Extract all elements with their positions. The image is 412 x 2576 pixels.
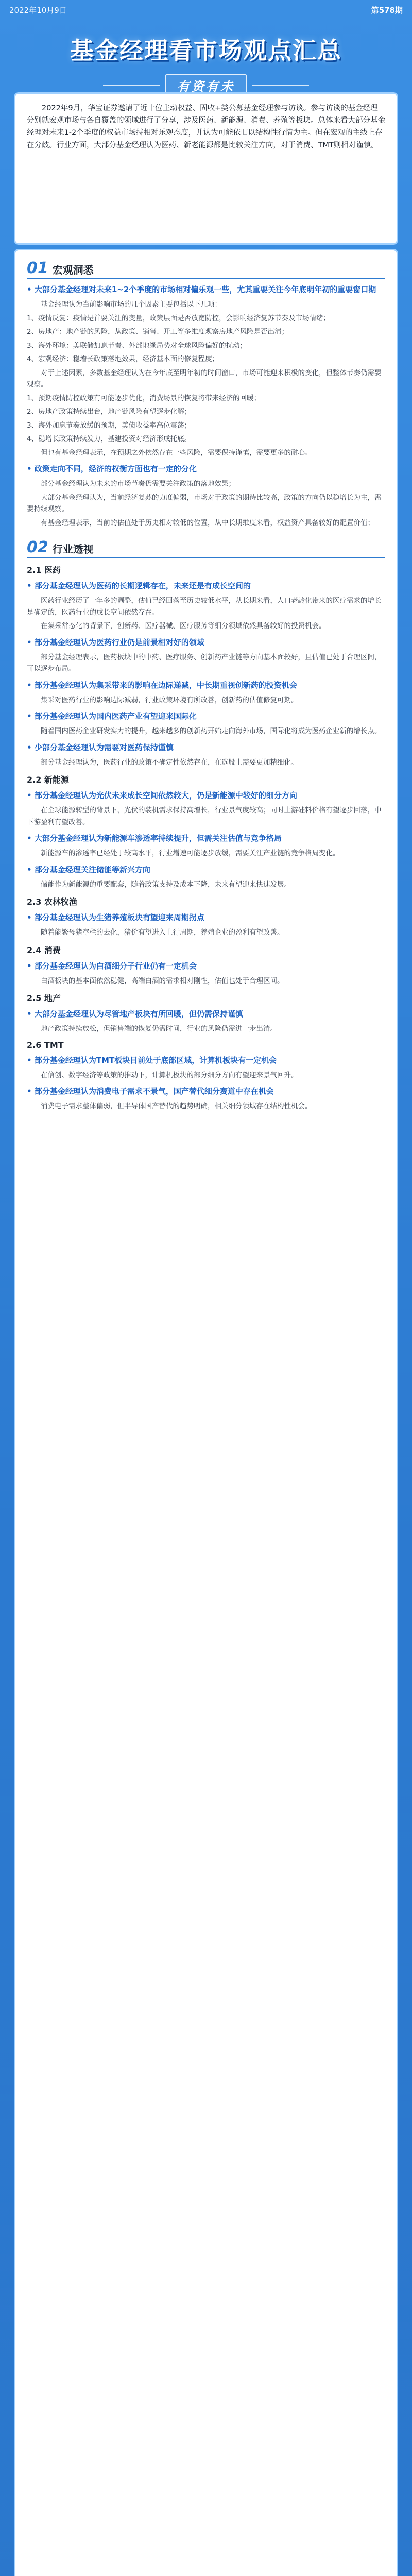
paragraph: 2、房地产政策持续出台，地产链风险有望逐步化解； — [27, 408, 192, 416]
subsection-title: 2.1 医药 — [27, 565, 61, 575]
section-title: 行业透视 — [52, 543, 94, 555]
paragraph: 基金经理认为当前影响市场的几个因素主要包括以下几项： — [41, 300, 221, 309]
section-number: 02 — [27, 538, 48, 556]
subsection-title: 2.6 TMT — [27, 1040, 64, 1050]
paragraph: 部分基金经理认为未来的市场节奏仍需要关注政策的落地效果； — [41, 480, 235, 488]
paragraph: 2、房地产：地产链的风险，从政策、销售、开工等多维度观察房地产风险是否出清； — [27, 328, 289, 336]
paragraph: 地产政策持续放松，但销售端的恢复仍需时间，行业的风险仍需进一步出清。 — [41, 1025, 277, 1033]
paragraph: 消费电子需求整体偏弱，但半导体国产替代的趋势明确，相关细分领域存在结构性机会。 — [41, 1102, 312, 1110]
key-point: • 部分基金经理认为国内医药产业有望迎来国际化 — [27, 710, 385, 722]
key-point: • 大部分基金经理对未来1~2个季度的市场相对偏乐观一些，尤其重要关注今年底明年初的重要窗口期 — [27, 283, 385, 296]
paragraph: 在全球能源转型的背景下，光伏的装机需求保持高增长，行业景气度较高；同时上游硅料价格有望逐步回落，中下游盈利有望改善。 — [27, 806, 382, 826]
subsection-title: 2.2 新能源 — [27, 775, 69, 785]
paragraph: 大部分基金经理认为，当前经济复苏的力度偏弱，市场对于政策的期待比较高，政策的方向仍以稳增长为主，需要持续观察。 — [27, 493, 382, 513]
paragraph: 但也有基金经理表示，在预期之外依然存在一些风险，需要保持谨慎，需要更多的耐心。 — [41, 448, 312, 457]
hero-banner — [0, 20, 412, 92]
subsection-title: 2.3 农林牧渔 — [27, 897, 77, 907]
top-bar — [0, 0, 412, 20]
key-point: • 部分基金经理认为集采带来的影响在边际递减，中长期重视创新药的投资机会 — [27, 679, 385, 691]
section-number: 01 — [27, 259, 48, 277]
paragraph: 3、海外加息节奏放缓的预期，美债收益率高位震荡； — [27, 421, 192, 430]
paragraph: 白酒板块的基本面依然稳健，高端白酒的需求相对刚性，估值也处于合理区间。 — [41, 976, 284, 985]
intro-text: 2022年9月，华宝证券邀请了近十位主动权益、固收+类公募基金经理参与访谈。参与访谈的基金经理分别就宏观市场与各自覆盖的领域进行了分享，涉及医药、新能源、消费、养殖等板块。总体来看大部分基金经理对未来1-2个季度的权益市场持相对乐观态度，并认为可能依旧以结构性行情为主。但在宏观的主线上存在分歧。行业方面，大部分基金经理认为医药、新老能源都是比较关注方向，对于消费、TMT则相对谨慎。 — [27, 104, 385, 149]
paragraph: 对于上述因素，多数基金经理认为在今年底至明年初的时间窗口，市场可能迎来积极的变化，但整体节奏仍需要观察。 — [27, 368, 382, 388]
subsection-title: 2.5 地产 — [27, 993, 61, 1003]
key-point: • 政策走向不同，经济的权衡方面也有一定的分化 — [27, 463, 385, 475]
section-header-macro — [27, 261, 385, 279]
key-point: • 部分基金经理认为消费电子需求不景气，国产替代细分赛道中存在机会 — [27, 1085, 385, 1097]
intro-card — [15, 94, 397, 243]
paragraph: 新能源车的渗透率已经处于较高水平，行业增速可能逐步放缓，需要关注产业链的竞争格局变化。 — [41, 849, 340, 857]
paragraph: 在集采常态化的背景下，创新药、医疗器械、医疗服务等细分领域依然具备较好的投资机会。 — [41, 622, 326, 630]
key-point: • 部分基金经理认为生猪养殖板块有望迎来周期拐点 — [27, 911, 385, 924]
subtitle-row — [0, 74, 412, 96]
key-point: • 部分基金经理认为医药行业仍是前景相对好的领域 — [27, 636, 385, 649]
paragraph: 1、疫情反复：疫情是首要关注的变量，政策层面是否放宽防控，会影响经济复苏节奏及市场情绪； — [27, 314, 331, 323]
content-card — [15, 250, 397, 2576]
section-title: 宏观洞悉 — [52, 264, 94, 276]
key-point: • 少部分基金经理认为需要对医药保持谨慎 — [27, 741, 385, 754]
paragraph: 储能作为新能源的重要配套，随着政策支持及成本下降，未来有望迎来快速发展。 — [41, 880, 291, 889]
paragraph: 随着能繁母猪存栏的去化，猪价有望进入上行周期，养殖企业的盈利有望改善。 — [41, 928, 284, 937]
paragraph: 部分基金经理表示，医药板块中的中药、医疗服务、创新药产业链等方向基本面较好，且估值已处于合理区间，可以逐步布局。 — [27, 653, 382, 673]
paragraph: 4、稳增长政策持续发力，基建投资对经济形成托底。 — [27, 435, 192, 443]
paragraph: 医药行业经历了一年多的调整，估值已经回落至历史较低水平，从长期来看，人口老龄化带来的医疗需求的增长是确定的，医药行业的成长空间依然存在。 — [27, 597, 382, 617]
key-point: • 大部分基金经理认为新能源车渗透率持续提升，但需关注估值与竞争格局 — [27, 832, 385, 844]
key-point: • 部分基金经理认为光伏未来成长空间依然较大，仍是新能源中较好的细分方向 — [27, 789, 385, 802]
paragraph: 4、宏观经济：稳增长政策落地效果，经济基本面的修复程度； — [27, 355, 219, 363]
paragraph: 1、预期疫情防控政策有可能逐步优化，消费场景的恢复将带来经济的回暖； — [27, 394, 261, 402]
report-date: 2022年10月9日 — [9, 5, 67, 15]
section-header-industry — [27, 540, 385, 558]
issue-number: 第578期 — [371, 5, 403, 15]
subtitle-divider-right — [252, 85, 309, 86]
paragraph: 有基金经理表示，当前的估值处于历史相对较低的位置，从中长期维度来看，权益资产具备较好的配置价值； — [41, 518, 374, 527]
key-point: • 部分基金经理认为TMT板块目前处于底部区域，计算机板块有一定机会 — [27, 1054, 385, 1066]
subtitle-divider-left — [103, 85, 160, 86]
key-point: • 部分基金经理认为医药的长期逻辑存在，未来还是有成长空间的 — [27, 580, 385, 592]
paragraph: 在信创、数字经济等政策的推动下，计算机板块的部分细分方向有望迎来景气回升。 — [41, 1071, 298, 1079]
paragraph: 部分基金经理认为，医药行业的政策不确定性依然存在，在选股上需要更加精细化。 — [41, 758, 298, 767]
page-subtitle: 有资有未 — [165, 74, 247, 96]
key-point: • 部分基金经理关注储能等新兴方向 — [27, 863, 385, 876]
key-point: • 大部分基金经理认为尽管地产板块有所回暖，但仍需保持谨慎 — [27, 1008, 385, 1020]
paragraph: 随着国内医药企业研发实力的提升，越来越多的创新药开始走向海外市场，国际化将成为医药企业新的增长点。 — [41, 727, 382, 735]
key-point: • 部分基金经理认为白酒细分子行业仍有一定机会 — [27, 960, 385, 972]
page-title: 基金经理看市场观点汇总 — [70, 37, 342, 64]
paragraph: 3、海外环境：美联储加息节奏、外部地缘局势对全球风险偏好的扰动； — [27, 341, 247, 350]
subsection-title: 2.4 消费 — [27, 945, 61, 955]
paragraph: 集采对医药行业的影响边际减弱，行业政策环境有所改善，创新药的估值修复可期。 — [41, 696, 298, 704]
